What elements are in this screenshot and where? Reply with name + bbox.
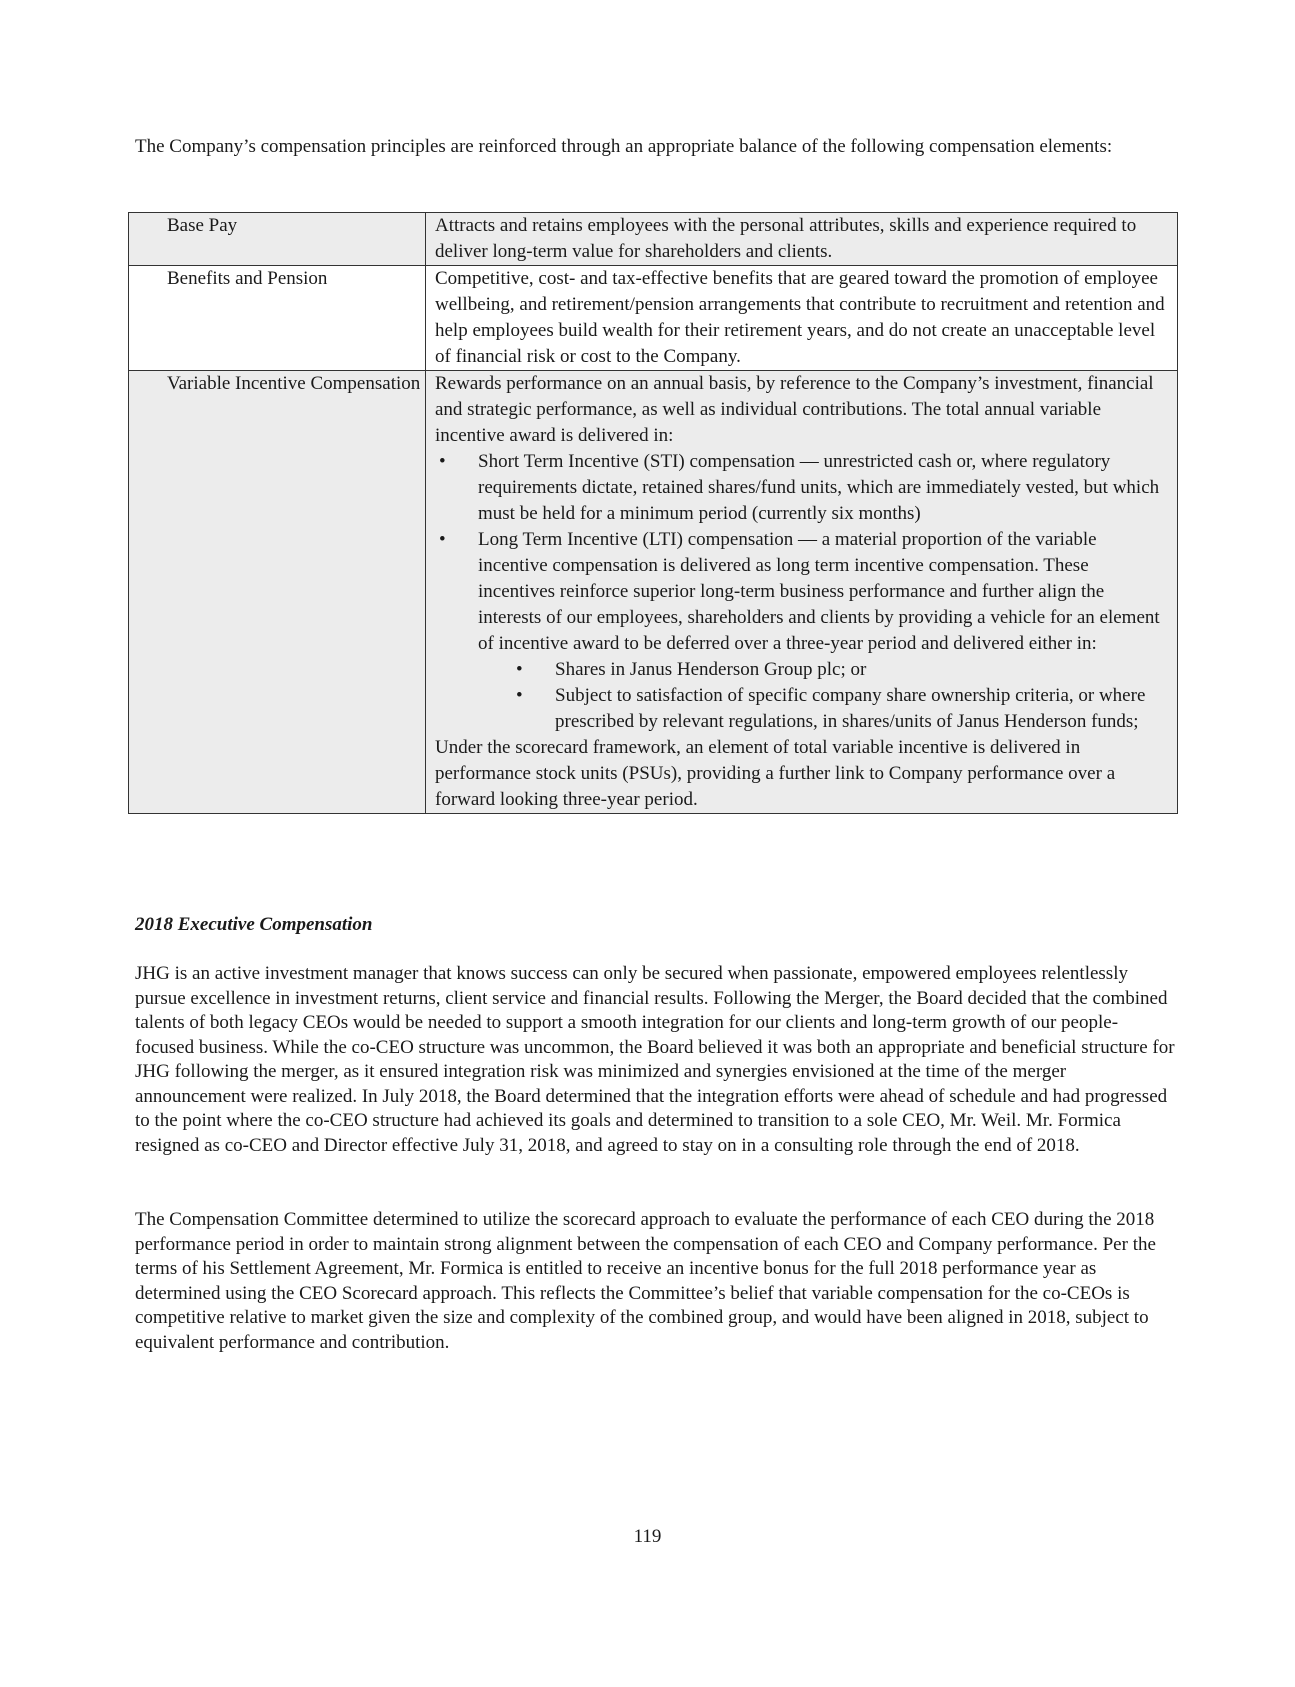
table-row-benefits-pension [129,266,1178,371]
compensation-elements-table [128,212,1178,814]
table-row-base-pay [129,213,1178,266]
body-paragraph: JHG is an active investment manager that knows success can only be secured when passionate, empowered employees relentlessly pursue excellence in investment returns, client service and financial results. Following the Merger, the Board decided that the combined talents of both legacy CEOs would be needed to support a smooth integration for our clients and long-term growth of our people-focused business. While the co-CEO structure was uncommon, the Board believed it was both an appropriate and beneficial structure for JHG following the merger, as it ensured integration risk was minimized and synergies envisioned at the time of the merger announcement were realized. In July 2018, the Board determined that the integration efforts were ahead of schedule and had progressed to the point where the co-CEO structure had achieved its goals and determined to transition to a sole CEO, Mr. Weil. Mr. Formica resigned as co-CEO and Director effective July 31, 2018, and agreed to stay on in a consulting role through the end of 2018. [135,963,1175,1156]
bullet-icon: • [439,451,446,472]
bullet-icon: • [516,685,523,706]
intro-text: The Company’s compensation principles are reinforced through an appropriate balance of the following compensation elements: [135,136,1113,157]
section-heading: 2018 Executive Compensation [135,914,373,935]
bullet-icon: • [439,529,446,550]
row-label [129,371,426,814]
row-description: Competitive, cost- and tax-effective benefits that are geared toward the promotion of employee wellbeing, and retirement/pension arrangements that contribute to recruitment and retention and help employees build wealth for their retirement years, and do not create an unacceptable level of financial risk or cost to the Company. [426,266,1178,371]
sub-bullet-item [435,683,1169,735]
bullet-text: Short Term Incentive (STI) compensation — unrestricted cash or, where regulatory requirements dictate, retained shares/fund units, which are immediately vested, but which must be held for a minimum period (currently six months) [478,451,1160,524]
sub-bullet-text: Subject to satisfaction of specific company share ownership criteria, or where prescribed by relevant regulations, in shares/units of Janus Henderson funds; [555,685,1146,732]
bullet-text: Long Term Incentive (LTI) compensation — a material proportion of the variable incentive compensation is delivered as long term incentive compensation. These incentives reinforce superior long-term business performance and further align the interests of our employees, shareholders and clients by providing a vehicle for an element of incentive award to be deferred over a three-year period and delivered either in: [478,529,1160,654]
row-description [426,371,1178,814]
row-description-text: Rewards performance on an annual basis, by reference to the Company’s investment, financial and strategic performance, as well as individual contributions. The total annual variable incentive award is delivered in: [435,373,1154,446]
row-description: Attracts and retains employees with the personal attributes, skills and experience required to deliver long-term value for shareholders and clients. [426,213,1178,266]
row-label: Benefits and Pension [129,266,426,371]
row-closing-text: Under the scorecard framework, an element of total variable incentive is delivered in performance stock units (PSUs), providing a further link to Company performance over a forward looking three-year period. [435,737,1116,810]
row-label: Base Pay [129,213,426,266]
row-label-text: Variable Incentive Compensation [167,373,421,394]
bullet-item [435,449,1169,527]
sub-bullet-item [435,657,1169,683]
page-number: 119 [633,1526,662,1547]
bullet-item [435,527,1169,657]
bullet-icon: • [516,659,523,680]
sub-bullet-text: Shares in Janus Henderson Group plc; or [555,659,867,680]
body-paragraph: The Compensation Committee determined to utilize the scorecard approach to evaluate the performance of each CEO during the 2018 performance period in order to maintain strong alignment between the compensation of each CEO and Company performance. Per the terms of his Settlement Agreement, Mr. Formica is entitled to receive an incentive bonus for the full 2018 performance year as determined using the CEO Scorecard approach. This reflects the Committee’s belief that variable compensation for the co-CEOs is competitive relative to market given the size and complexity of the combined group, and would have been aligned in 2018, subject to equivalent performance and contribution. [135,1209,1156,1353]
table-row-variable-incentive [129,371,1178,814]
